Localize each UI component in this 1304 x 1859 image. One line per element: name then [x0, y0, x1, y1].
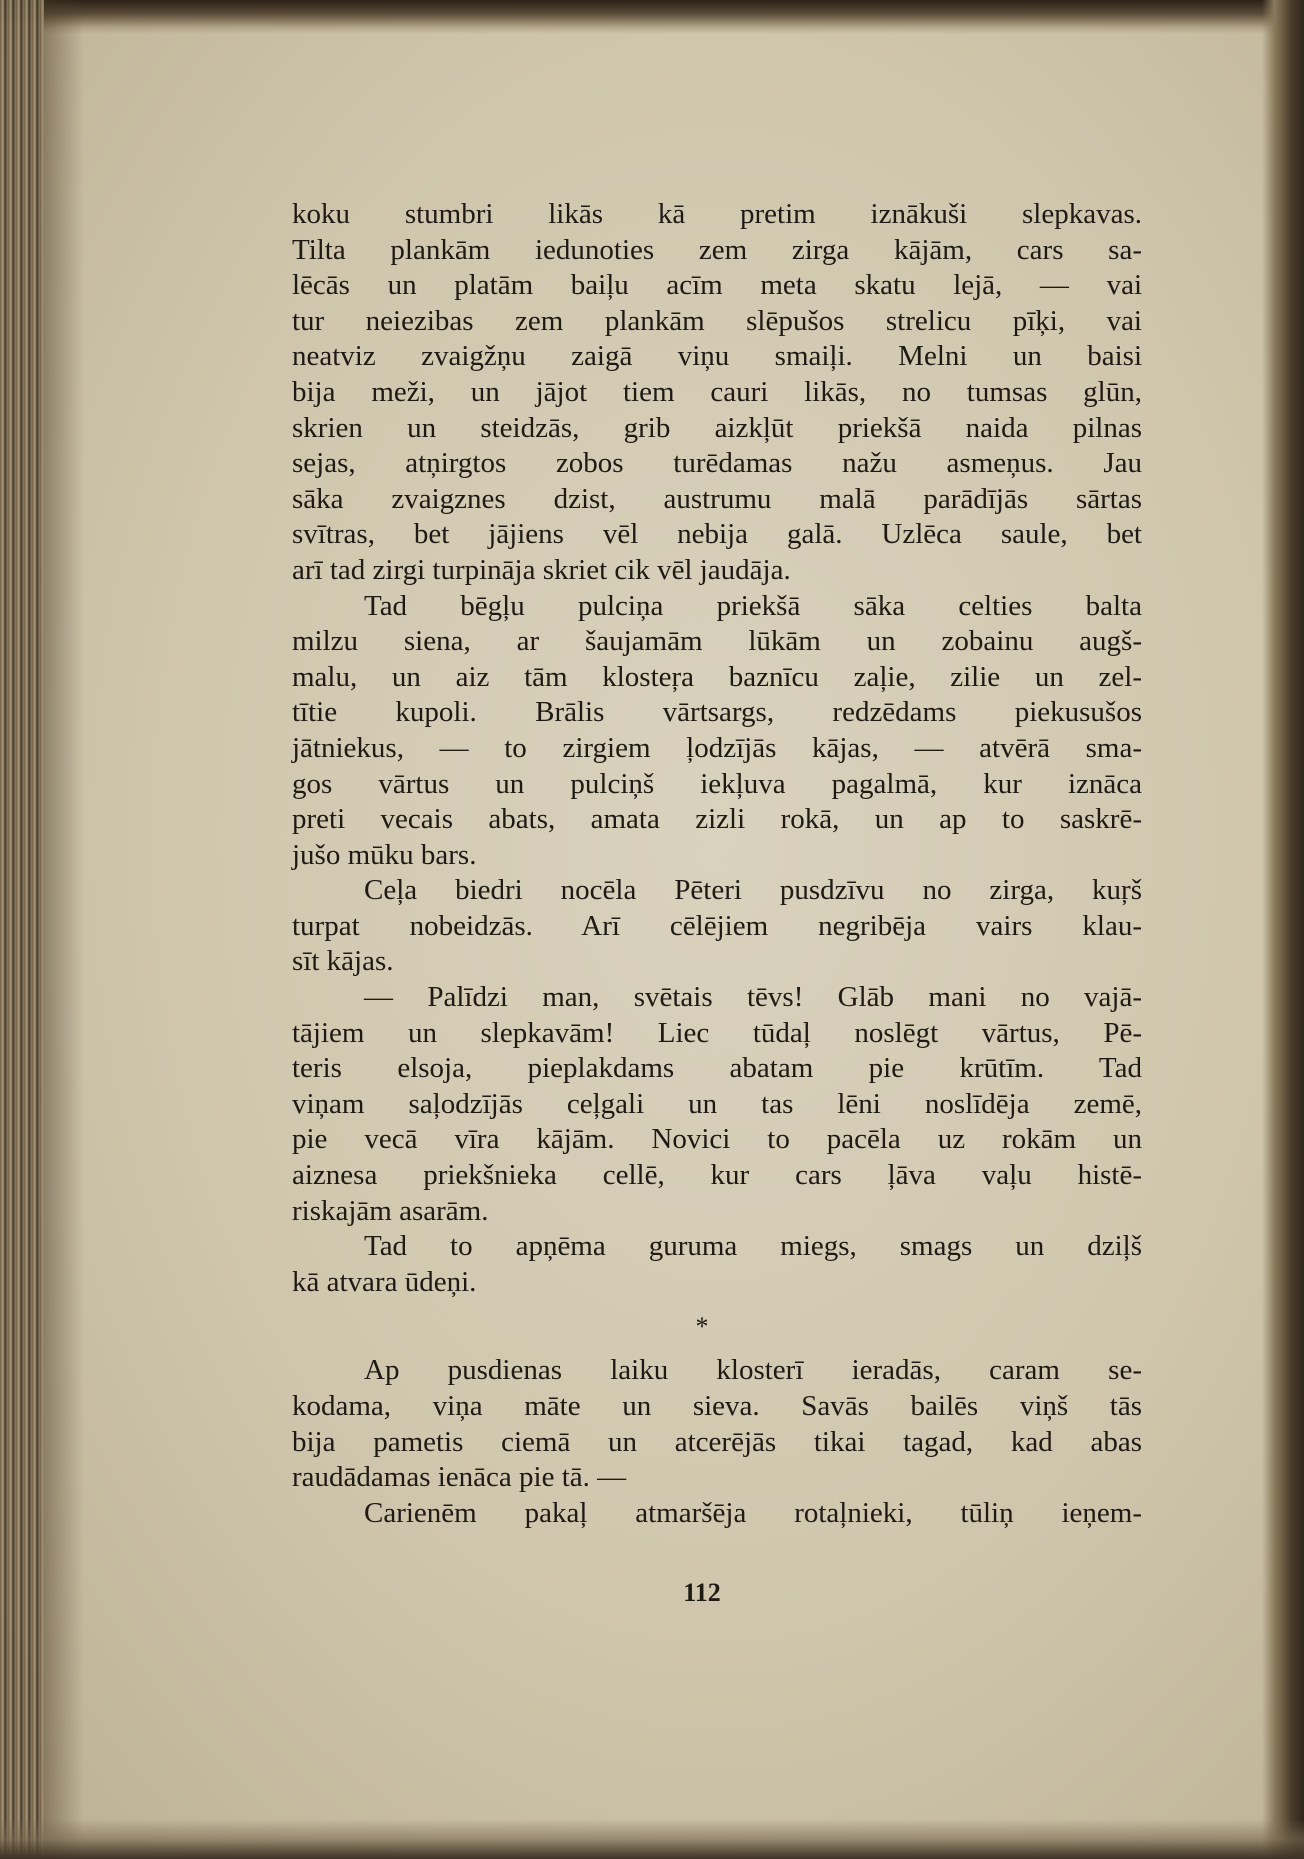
text-line: Ceļa biedri nocēla Pēteri pusdzīvu no zirga, kuŗš — [364, 874, 1142, 907]
paragraph — [292, 197, 1142, 589]
page-right-edge — [1262, 0, 1304, 1859]
text-line: bija meži, un jājot tiem cauri likās, no tumsas glūn, — [292, 375, 1142, 408]
body-text — [292, 197, 1142, 1531]
text-line: tur neiezibas zem plankām slēpušos strelicu pīķi, vai — [292, 304, 1142, 337]
text-line: Ap pusdienas laiku klosterī ieradās, caram se- — [364, 1354, 1142, 1387]
text-line: malu, un aiz tām klosteŗa baznīcu zaļie, zilie un zel- — [292, 660, 1142, 693]
text-line: koku stumbri likās kā pretim iznākuši slepkavas. — [292, 198, 1142, 230]
paragraph — [292, 589, 1142, 874]
text-line: sāka zvaigznes dzist, austrumu malā parādījās sārtas — [292, 482, 1142, 515]
section-break-asterisk: * — [695, 1312, 709, 1342]
paragraph — [292, 1229, 1142, 1300]
text-line: kā atvara ūdeņi. — [292, 1265, 477, 1298]
text-line: Tad to apņēma guruma miegs, smags un dziļš — [364, 1230, 1142, 1263]
text-line: skrien un steidzās, grib aizkļūt priekšā naida pilnas — [292, 411, 1142, 444]
text-line: sejas, atņirgtos zobos turēdamas nažu asmeņus. Jau — [292, 447, 1142, 480]
gutter-shadow — [44, 0, 84, 1859]
text-line: jušo mūku bars. — [292, 838, 477, 871]
page-number: 112 — [683, 1578, 721, 1607]
text-line: kodama, viņa māte un sieva. Savās bailēs viņš tās — [292, 1390, 1142, 1422]
text-line: jātniekus, — to zirgiem ļodzījās kājas, — atvērā sma- — [292, 731, 1142, 764]
text-line: tītie kupoli. Brālis vārtsargs, redzēdams piekusušos — [292, 696, 1142, 729]
text-line: Tad bēgļu pulciņa priekšā sāka celties balta — [364, 589, 1142, 622]
paragraph — [292, 1353, 1142, 1495]
text-line: lēcās un platām baiļu acīm meta skatu lejā, — vai — [292, 269, 1142, 302]
text-line: gos vārtus un pulciņš iekļuva pagalmā, kur iznāca — [292, 767, 1142, 800]
text-line: teris elsoja, pieplakdams abatam pie krūtīm. Tad — [292, 1052, 1142, 1085]
text-line: raudādamas ienāca pie tā. — — [292, 1461, 627, 1494]
text-line: neatviz zvaigžņu zaigā viņu smaiļi. Melni un baisi — [292, 340, 1142, 373]
text-line: bija pametis ciemā un atcerējās tikai tagad, kad abas — [292, 1425, 1142, 1458]
page-bottom-edge — [0, 1819, 1304, 1859]
text-line: sīt kājas. — [292, 945, 394, 978]
paragraph — [292, 873, 1142, 980]
text-line: preti vecais abats, amata zizli rokā, un ap to saskrē- — [292, 803, 1142, 836]
text-line: svītras, bet jājiens vēl nebija galā. Uzlēca saule, bet — [292, 518, 1142, 551]
text-line: turpat nobeidzās. Arī cēlējiem negribēja vairs klau- — [292, 909, 1142, 942]
text-line: riskajām asarām. — [292, 1194, 489, 1227]
paragraph — [292, 980, 1142, 1229]
paragraph — [292, 1496, 1142, 1532]
text-line: Tilta plankām iedunoties zem zirga kājām, cars sa- — [292, 233, 1142, 266]
text-line: aiznesa priekšnieka cellē, kur cars ļāva vaļu histē- — [292, 1159, 1142, 1192]
text-line: viņam saļodzījās ceļgali un tas lēni noslīdēja zemē, — [292, 1087, 1142, 1120]
text-line: pie vecā vīra kājām. Novici to pacēla uz rokām un — [292, 1123, 1142, 1156]
text-line: arī tad zirgi turpināja skriet cik vēl jaudāja. — [292, 553, 791, 586]
text-line: — Palīdzi man, svētais tēvs! Glāb mani no vajā- — [364, 981, 1142, 1014]
page-top-edge — [0, 0, 1304, 34]
text-line: tājiem un slepkavām! Liec tūdaļ noslēgt vārtus, Pē- — [292, 1016, 1142, 1049]
text-line: Carienēm pakaļ atmaršēja rotaļnieki, tūliņ ieņem- — [364, 1496, 1142, 1529]
book-spine-edge — [0, 0, 44, 1859]
text-line: milzu siena, ar šaujamām lūkām un zobainu augš- — [292, 625, 1142, 658]
